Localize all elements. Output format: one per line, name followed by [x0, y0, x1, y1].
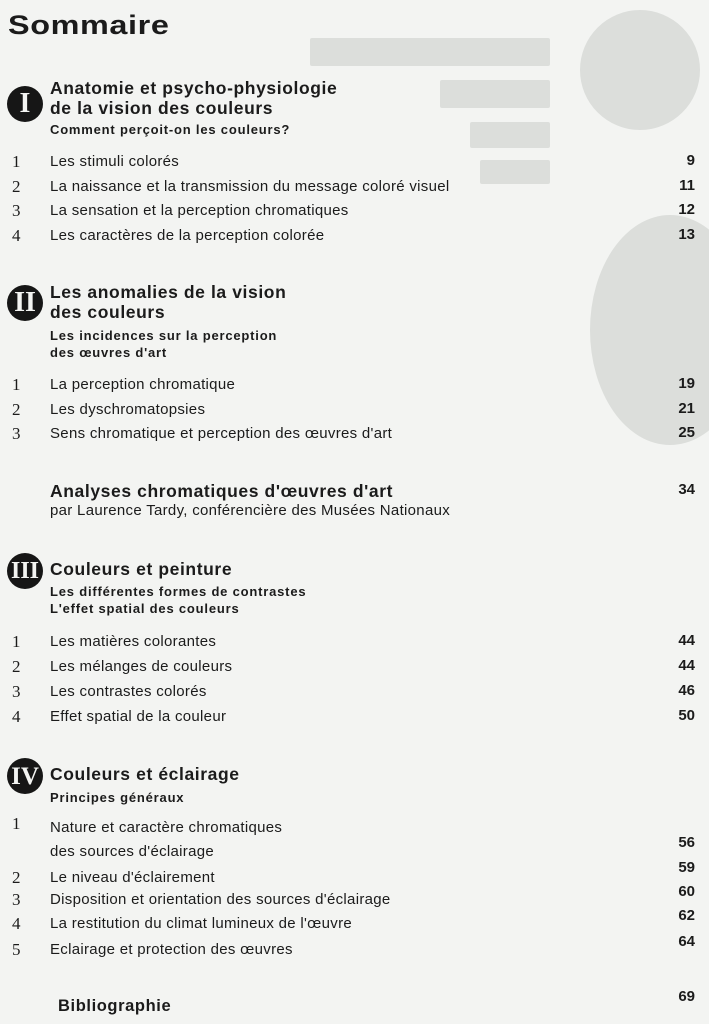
section-4-numeral: IV [7, 758, 43, 794]
section-2-heading-line-2: des couleurs [50, 302, 166, 322]
toc-page: 21 [678, 400, 695, 417]
section-2-subheading-line-2: des œuvres d'art [50, 345, 168, 360]
section-1-numeral: I [7, 86, 43, 122]
section-4-heading: Couleurs et éclairage [50, 764, 240, 784]
section-1-heading-line-2: de la vision des couleurs [50, 98, 274, 118]
toc-number: 4 [12, 914, 21, 933]
toc-row[interactable] [0, 424, 709, 448]
toc-title: Effet spatial de la couleur [50, 708, 227, 725]
toc-row[interactable] [0, 933, 709, 964]
toc-title: Les contrastes colorés [50, 683, 207, 700]
analyses-byline-row [0, 501, 709, 525]
toc-number: 1 [12, 152, 21, 171]
section-3-subheading-line-2: L'effet spatial des couleurs [50, 601, 240, 616]
toc-page: 12 [678, 201, 695, 218]
toc-row[interactable] [0, 375, 709, 399]
toc-title: Les caractères de la perception colorée [50, 227, 325, 244]
toc-page: 19 [678, 375, 695, 392]
toc-page: 62 [678, 907, 695, 924]
toc-number: 4 [12, 707, 21, 726]
toc-row[interactable] [0, 707, 709, 731]
toc-page: 59 [678, 859, 695, 876]
toc-page: 13 [678, 226, 695, 243]
section-3-heading: Couleurs et peinture [50, 559, 233, 579]
toc-number: 3 [12, 890, 21, 909]
toc-title: La restitution du climat lumineux de l'œuvre [50, 915, 353, 932]
analyses-heading[interactable]: Analyses chromatiques d'œuvres d'art [50, 481, 394, 501]
toc-row[interactable] [0, 201, 709, 225]
analyses-byline: par Laurence Tardy, conférencière des Musées Nationaux [50, 502, 451, 519]
toc-title: Les dyschromatopsies [50, 401, 206, 418]
ghost-bar-1 [310, 38, 550, 66]
section-2-subheading-line-1: Les incidences sur la perception [50, 328, 278, 343]
toc-row[interactable] [0, 152, 709, 176]
toc-number: 5 [12, 940, 21, 959]
toc-row[interactable] [0, 632, 709, 656]
toc-title-continued: des sources d'éclairage [50, 843, 215, 860]
toc-page: 44 [678, 657, 695, 674]
section-1-heading-line-1: Anatomie et psycho-physiologie [50, 78, 338, 98]
toc-title: La sensation et la perception chromatiques [50, 202, 349, 219]
section-2-heading-line-1: Les anomalies de la vision [50, 282, 287, 302]
toc-number: 2 [12, 400, 21, 419]
ghost-bar-3 [470, 122, 550, 148]
toc-title: Les mélanges de couleurs [50, 658, 233, 675]
section-3-subheading-line-1: Les différentes formes de contrastes [50, 584, 307, 599]
toc-row[interactable] [0, 883, 709, 914]
toc-page: 46 [678, 682, 695, 699]
toc-number: 2 [12, 657, 21, 676]
toc-number: 1 [12, 375, 21, 394]
ghost-circle-top [580, 10, 700, 130]
toc-number: 2 [12, 177, 21, 196]
page-title: Sommaire [8, 10, 170, 40]
toc-page: 56 [678, 834, 695, 851]
toc-title: Les stimuli colorés [50, 153, 180, 170]
toc-page: 60 [678, 883, 695, 900]
toc-title: Eclairage et protection des œuvres [50, 941, 293, 958]
toc-title: Nature et caractère chromatiques [50, 819, 283, 836]
toc-number: 3 [12, 201, 21, 220]
toc-page: 9 [686, 152, 695, 169]
toc-row[interactable] [0, 859, 709, 892]
toc-page: 25 [678, 424, 695, 441]
toc-page: 50 [678, 707, 695, 724]
bibliography-page: 69 [678, 988, 695, 1005]
toc-number: 4 [12, 226, 21, 245]
toc-title: La perception chromatique [50, 376, 236, 393]
toc-row[interactable] [0, 177, 709, 201]
toc-title: Les matières colorantes [50, 633, 217, 650]
toc-title: La naissance et la transmission du message coloré visuel [50, 178, 450, 195]
analyses-page: 34 [678, 481, 695, 498]
section-3-numeral: III [7, 553, 43, 589]
toc-page: 44 [678, 632, 695, 649]
section-4-subheading: Principes généraux [50, 790, 185, 805]
toc-number: 3 [12, 424, 21, 443]
toc-title: Sens chromatique et perception des œuvres d'art [50, 425, 393, 442]
section-1-subheading: Comment perçoit-on les couleurs? [50, 122, 291, 137]
toc-row[interactable] [0, 657, 709, 681]
ghost-bar-2 [440, 80, 550, 108]
toc-number: 1 [12, 814, 21, 833]
toc-row[interactable] [0, 682, 709, 706]
toc-row[interactable] [0, 400, 709, 424]
toc-number: 2 [12, 868, 21, 887]
toc-row[interactable] [0, 814, 709, 862]
toc-number: 1 [12, 632, 21, 651]
toc-page: 64 [678, 933, 695, 950]
bibliography-heading[interactable]: Bibliographie [58, 997, 172, 1015]
toc-title: Le niveau d'éclairement [50, 869, 215, 886]
section-2-numeral: II [7, 285, 43, 321]
toc-title: Disposition et orientation des sources d'éclairage [50, 891, 391, 908]
toc-row[interactable] [0, 907, 709, 938]
toc-page: 11 [679, 177, 695, 194]
toc-row[interactable] [0, 226, 709, 250]
toc-number: 3 [12, 682, 21, 701]
